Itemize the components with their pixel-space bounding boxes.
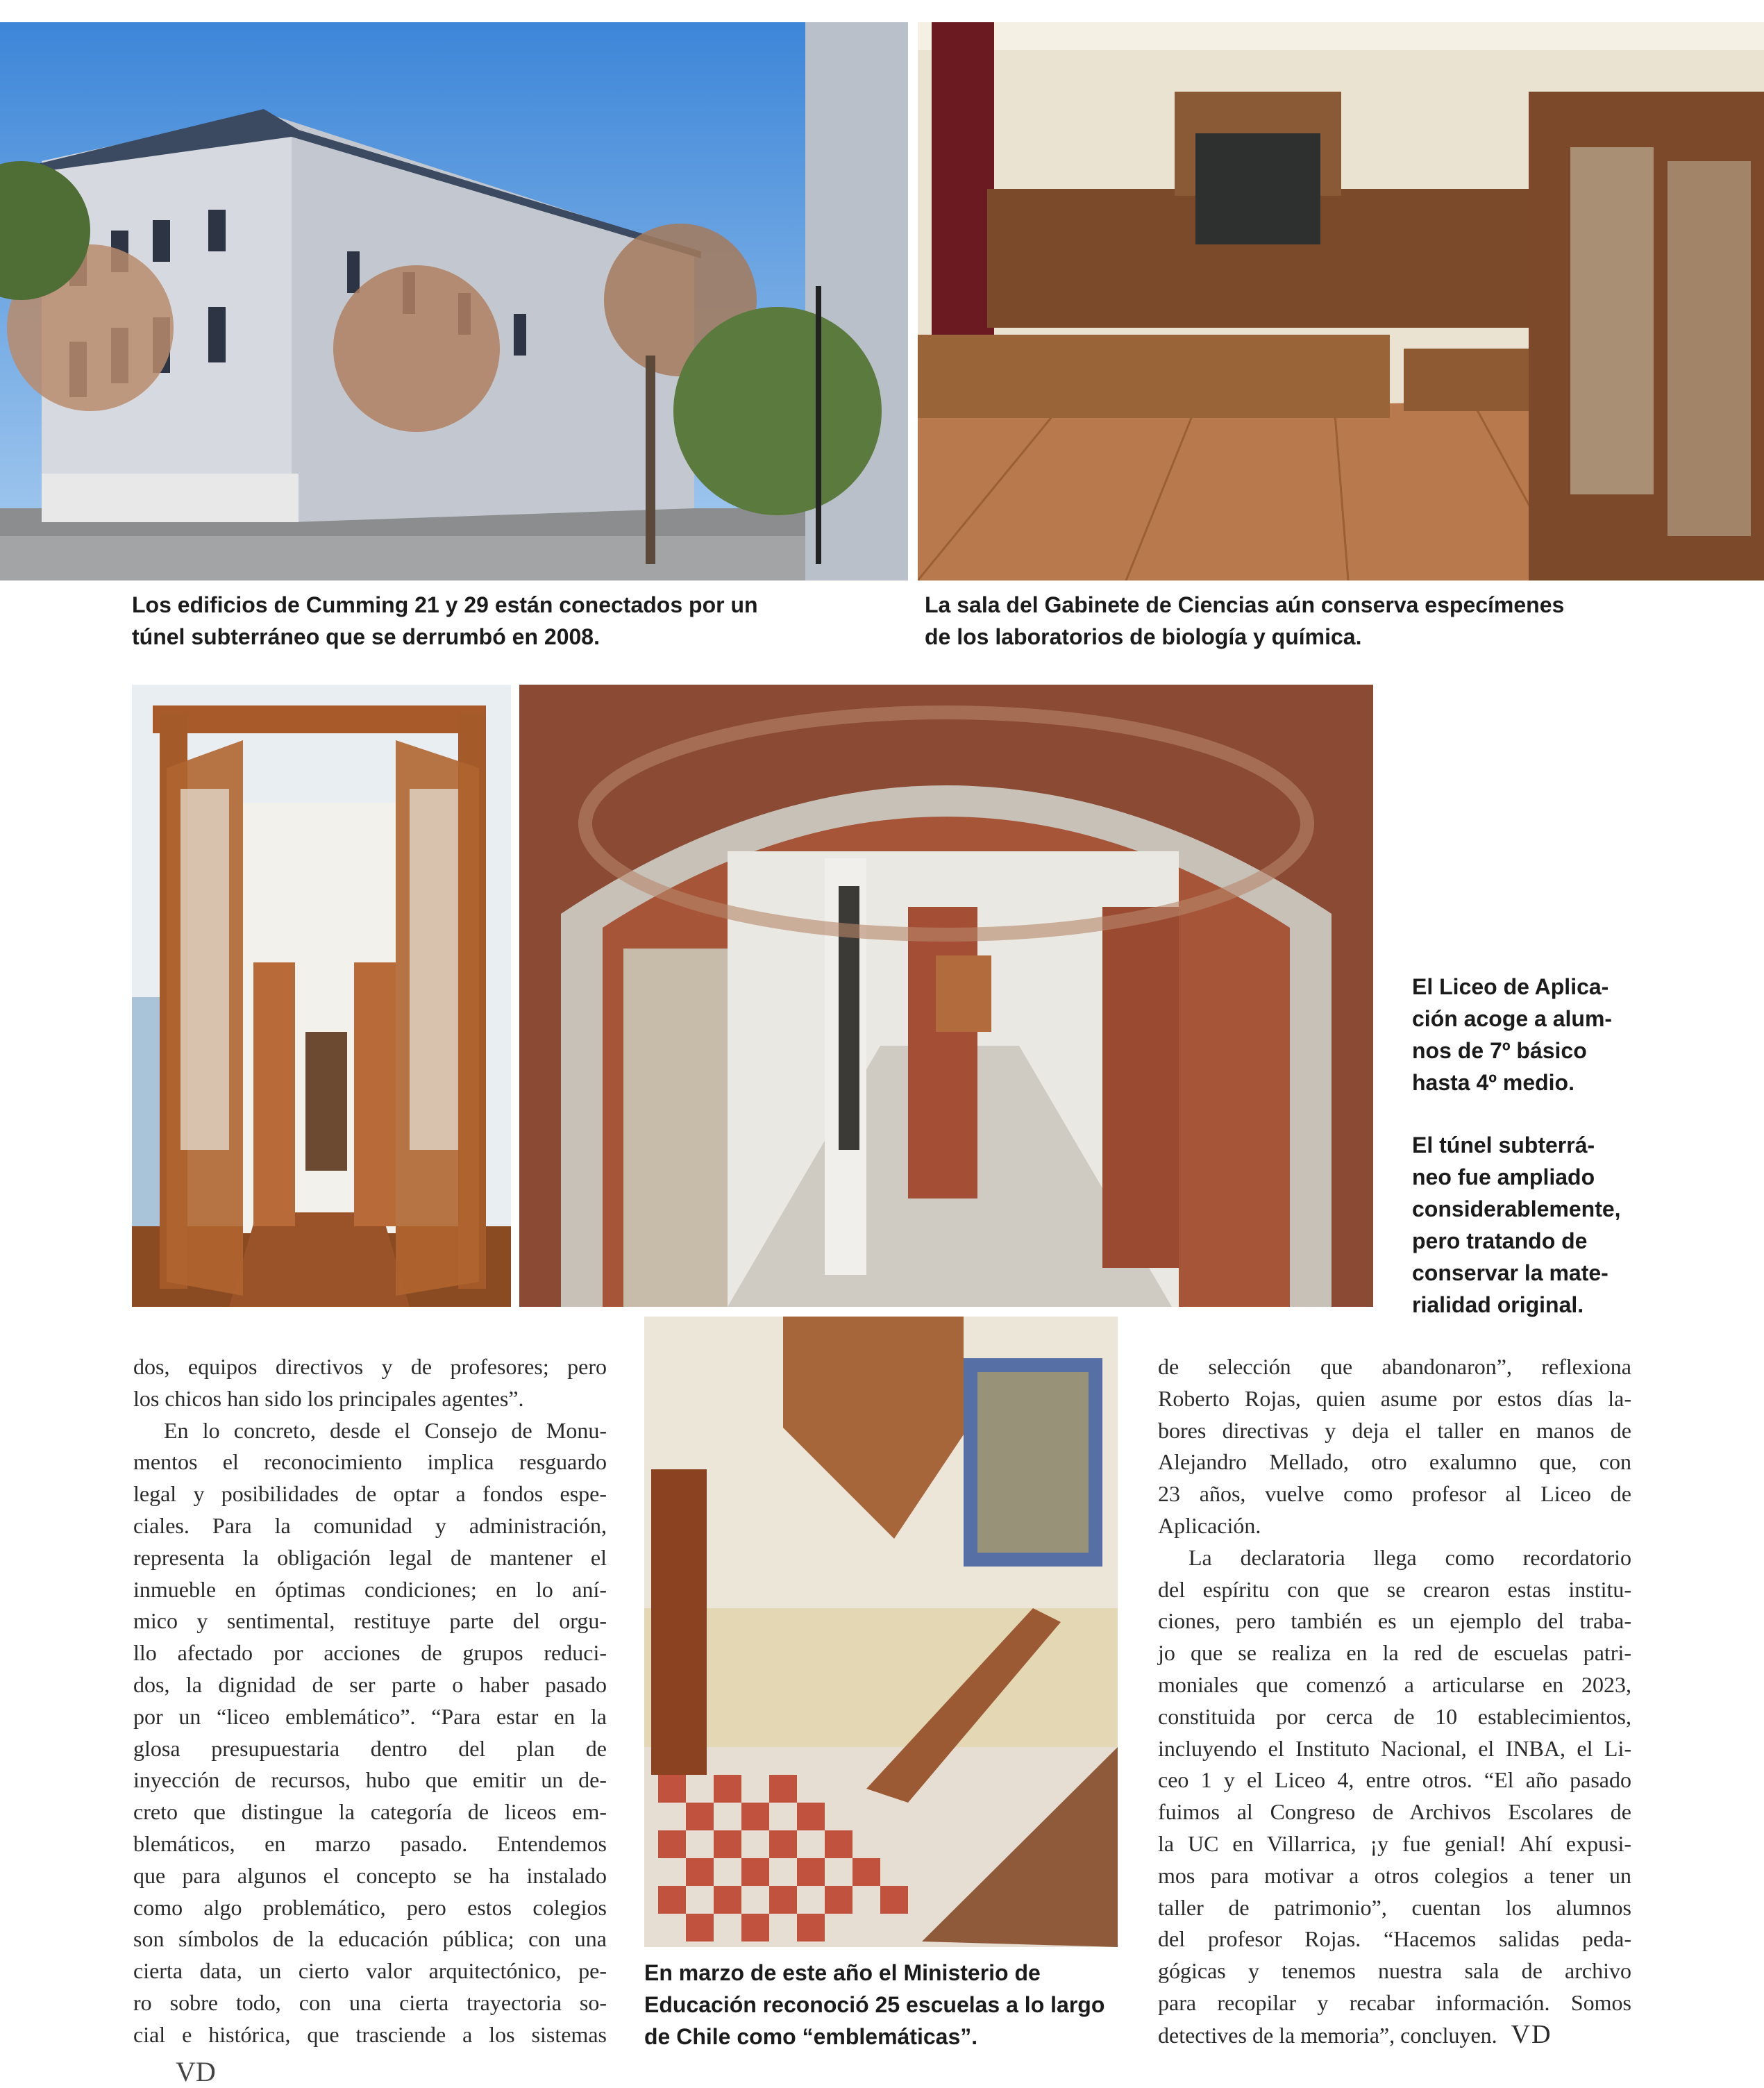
left-column xyxy=(133,1351,607,2051)
caption-line: La sala del Gabinete de Ciencias aún conserva especímenes xyxy=(925,592,1565,617)
text-line: ciales. Para la comunidad y administración, xyxy=(133,1512,607,1538)
text-line: mos para motivar a otros colegios a tener un xyxy=(1158,1862,1631,1888)
text-line: jo que se realiza en la red de escuelas patri- xyxy=(1158,1640,1631,1666)
text-line xyxy=(1158,2019,1631,2052)
caption-line: pero tratando de xyxy=(1412,1228,1588,1253)
text-line: La declaratoria llega como recordatorio xyxy=(1188,1544,1631,1570)
text-line: En lo concreto, desde el Consejo de Monu- xyxy=(164,1417,607,1443)
text-line: gógicas y tenemos nuestra sala de archivo xyxy=(1158,1958,1631,1984)
text-line: son símbolos de la educación pública; con una xyxy=(133,1926,607,1952)
final-sentence: detectives de la memoria”, concluyen. xyxy=(1158,2022,1497,2048)
text-line: los chicos han sido los principales agentes”. xyxy=(133,1385,524,1411)
caption-line: neo fue ampliado xyxy=(1412,1164,1595,1189)
text-line: cierta data, un cierto valor arquitectónico, pe- xyxy=(133,1958,607,1984)
text-line: glosa presupuestaria dentro del plan de xyxy=(133,1735,607,1761)
caption-line: de los laboratorios de biología y química. xyxy=(925,624,1362,649)
caption-line: considerablemente, xyxy=(1412,1196,1621,1221)
text-line: por un “liceo emblemático”. “Para estar en la xyxy=(133,1703,607,1729)
text-line: como algo problemático, pero estos colegios xyxy=(133,1894,607,1920)
text-line: moniales que comenzó a articularse en 2023, xyxy=(1158,1671,1631,1697)
text-line: inmueble en óptimas condiciones; en lo aní- xyxy=(133,1576,607,1602)
caption-line: de Chile como “emblemáticas”. xyxy=(644,2024,978,2049)
doorway-photo xyxy=(132,685,511,1307)
text-line: mentos el reconocimiento implica resguardo xyxy=(133,1449,607,1475)
text-line: dos, equipos directivos y de profesores; pero xyxy=(133,1354,607,1379)
footer-mark: VD xyxy=(176,2056,216,2087)
building-caption xyxy=(132,589,896,653)
building-photo xyxy=(0,22,908,581)
text-line: del espíritu con que se crearon estas institu- xyxy=(1158,1576,1631,1602)
side-caption-1 xyxy=(1412,971,1662,1099)
caption-line: Educación reconoció 25 escuelas a lo largo xyxy=(644,1992,1105,2017)
text-line: Roberto Rojas, quien asume por estos días la- xyxy=(1158,1385,1631,1411)
caption-line: túnel subterráneo que se derrumbó en 2008. xyxy=(132,624,600,649)
caption-line: conservar la mate- xyxy=(1412,1260,1608,1285)
caption-line: El túnel subterrá- xyxy=(1412,1133,1595,1158)
text-line: cial e histórica, que trasciende a los sistemas xyxy=(133,2021,607,2047)
lab-photo xyxy=(918,22,1764,581)
side-caption-2 xyxy=(1412,1129,1662,1321)
text-line: constituida por cerca de 10 establecimientos, xyxy=(1158,1703,1631,1729)
caption-line: En marzo de este año el Ministerio de xyxy=(644,1960,1041,1985)
text-line: mico y sentimental, restituye parte del orgu- xyxy=(133,1608,607,1634)
caption-line: nos de 7º básico xyxy=(1412,1038,1587,1063)
text-line: de selección que abandonaron”, reflexiona xyxy=(1158,1354,1631,1379)
text-line: dos, la dignidad de ser parte o haber pasado xyxy=(133,1671,607,1697)
text-line: llo afectado por acciones de grupos reduci- xyxy=(133,1640,607,1666)
signature: VD xyxy=(1511,2019,1552,2049)
caption-line: hasta 4º medio. xyxy=(1412,1070,1574,1095)
caption-line: ción acoge a alum- xyxy=(1412,1006,1613,1031)
text-line: Aplicación. xyxy=(1158,1512,1261,1538)
text-line: ro sobre todo, con una cierta trayectoria so- xyxy=(133,1989,607,2015)
tunnel-photo xyxy=(519,685,1373,1307)
text-line: Alejandro Mellado, otro exalumno que, con xyxy=(1158,1449,1631,1475)
text-line: creto que distingue la categoría de liceos em- xyxy=(133,1799,607,1825)
text-line: la UC en Villarrica, ¡y fue genial! Ahí expusi- xyxy=(1158,1830,1631,1856)
caption-line: El Liceo de Aplica- xyxy=(1412,974,1609,999)
text-line: inyección de recursos, hubo que emitir un de- xyxy=(133,1767,607,1793)
text-line: taller de patrimonio”, cuentan los alumnos xyxy=(1158,1894,1631,1920)
right-column xyxy=(1158,1351,1631,2052)
text-line: fuimos al Congreso de Archivos Escolares de xyxy=(1158,1799,1631,1825)
text-line: ciones, pero también es un ejemplo del traba- xyxy=(1158,1608,1631,1634)
text-line: bores directivas y deja el taller en manos de xyxy=(1158,1417,1631,1443)
text-line: blemáticos, en marzo pasado. Entendemos xyxy=(133,1830,607,1856)
caption-line: rialidad original. xyxy=(1412,1292,1584,1317)
text-line: incluyendo el Instituto Nacional, el INBA, el Li- xyxy=(1158,1735,1631,1761)
lab-caption xyxy=(925,589,1744,653)
text-line: del profesor Rojas. “Hacemos salidas peda- xyxy=(1158,1926,1631,1952)
staircase-photo xyxy=(644,1317,1118,1947)
text-line: legal y posibilidades de optar a fondos espe- xyxy=(133,1481,607,1507)
text-line: representa la obligación legal de mantener el xyxy=(133,1544,607,1570)
caption-line: Los edificios de Cumming 21 y 29 están conectados por un xyxy=(132,592,758,617)
text-line: que para algunos el concepto se ha instalado xyxy=(133,1862,607,1888)
text-line: para recopilar y recabar información. Somos xyxy=(1158,1989,1631,2015)
staircase-caption xyxy=(644,1957,1130,2053)
text-line: 23 años, vuelve como profesor al Liceo de xyxy=(1158,1481,1631,1507)
text-line: ceo 1 y el Liceo 4, entre otros. “El año pasado xyxy=(1158,1767,1631,1793)
